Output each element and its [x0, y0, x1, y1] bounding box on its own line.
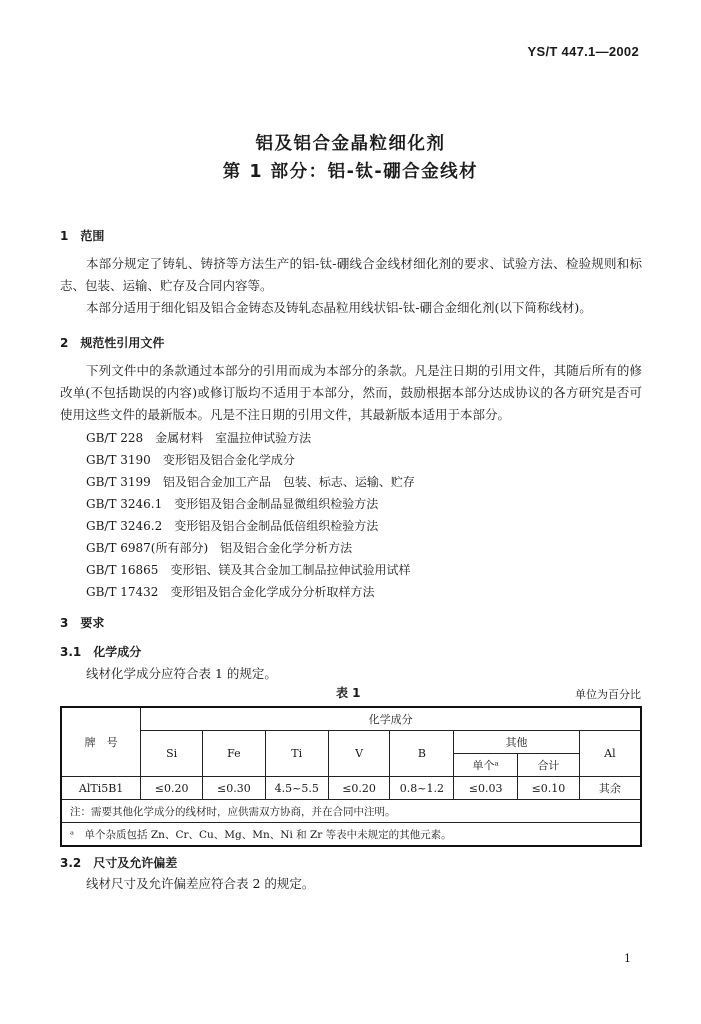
reference-title: 变形铝及铝合金制品显微组织检验方法	[174, 497, 379, 511]
section-2-paragraph: 下列文件中的条款通过本部分的引用而成为本部分的条款。凡是注日期的引用文件，其随后所有的修改单(不包括勘误的内容)或修订版均不适用于本部分，然而，鼓励根据本部分达成协议的各方研究是否可使用这些文件的最新版本。凡是不注日期的引用文件，其最新版本适用于本部分。	[60, 363, 642, 422]
reference-code: GB/T 228	[86, 431, 144, 445]
table-row	[61, 777, 641, 800]
reference-title: 变形铝及铝合金化学成分分析取样方法	[170, 585, 375, 599]
table-1-unit: 单位为百分比	[575, 688, 641, 701]
section-3-1-text: 线材化学成分应符合表 1 的规定。	[86, 666, 277, 681]
reference-item	[86, 583, 374, 600]
reference-title: 金属材料 室温拉伸试验方法	[155, 431, 312, 445]
grade-header: 牌 号	[61, 707, 141, 777]
section-1-paragraph-2: 本部分适用于细化铝及铝合金铸态及铸轧态晶粒用线状铝-钛-硼合金细化剂(以下简称线材)。	[86, 300, 592, 315]
reference-item	[86, 539, 352, 556]
section-2-heading: 2 规范性引用文件	[60, 336, 165, 350]
reference-title: 铝及铝合金加工产品 包装、标志、运输、贮存	[162, 475, 415, 489]
cell-v: ≤0.20	[328, 777, 390, 800]
cell-grade: AlTi5B1	[61, 777, 141, 800]
reference-title: 变形铝及铝合金化学成分	[162, 453, 295, 467]
table-footnote: ᵃ 单个杂质包括 Zn、Cr、Cu、Mg、Mn、Ni 和 Zr 等表中未规定的其他元素。	[61, 823, 641, 847]
reference-item	[86, 429, 311, 446]
reference-item	[86, 495, 378, 512]
others-single-header: 单个ᵃ	[454, 754, 518, 777]
table-1-caption: 表 1	[336, 686, 361, 700]
reference-code: GB/T 3190	[86, 453, 151, 467]
reference-code: GB/T 17432	[86, 585, 159, 599]
element-header: Ti	[265, 731, 328, 777]
others-header: 其他	[454, 731, 580, 754]
section-1-paragraph-1: 本部分规定了铸轧、铸挤等方法生产的铝-钛-硼线合金线材细化剂的要求、试验方法、检验规则和标志、包装、运输、贮存及合同内容等。	[60, 256, 642, 293]
section-3-1-heading: 3.1 化学成分	[60, 645, 142, 659]
reference-code: GB/T 6987(所有部分)	[86, 541, 209, 555]
composition-header: 化学成分	[141, 707, 641, 731]
section-3-2-heading: 3.2 尺寸及允许偏差	[60, 856, 178, 870]
cell-single: ≤0.03	[454, 777, 518, 800]
cell-al: 其余	[579, 777, 641, 800]
reference-code: GB/T 3246.2	[86, 519, 163, 533]
table-1	[60, 706, 642, 847]
reference-code: GB/T 16865	[86, 563, 159, 577]
reference-title: 变形铝、镁及其合金加工制品拉伸试验用试样	[170, 563, 411, 577]
reference-code: GB/T 3199	[86, 475, 151, 489]
element-header: V	[328, 731, 390, 777]
reference-title: 变形铝及铝合金制品低倍组织检验方法	[174, 519, 379, 533]
reference-item	[86, 517, 378, 534]
page-number: 1	[624, 952, 631, 965]
element-header: Fe	[203, 731, 266, 777]
element-header: B	[390, 731, 454, 777]
cell-ti: 4.5~5.5	[265, 777, 328, 800]
others-total-header: 合计	[518, 754, 580, 777]
cell-total: ≤0.10	[518, 777, 580, 800]
reference-title: 铝及铝合金化学分析方法	[220, 541, 353, 555]
section-3-2-text: 线材尺寸及允许偏差应符合表 2 的规定。	[86, 876, 315, 891]
reference-item	[86, 451, 295, 468]
reference-item	[86, 473, 415, 490]
al-header: Al	[579, 731, 641, 777]
cell-b: 0.8~1.2	[390, 777, 454, 800]
reference-code: GB/T 3246.1	[86, 497, 163, 511]
element-header: Si	[141, 731, 203, 777]
reference-item	[86, 561, 410, 578]
document-subtitle: 第 1 部分：铝-钛-硼合金线材	[222, 162, 479, 182]
table-note: 注：需要其他化学成分的线材时，应供需双方协商，并在合同中注明。	[61, 800, 641, 823]
section-1-heading: 1 范围	[60, 229, 105, 243]
cell-si: ≤0.20	[141, 777, 203, 800]
standard-number: YS/T 447.1—2002	[527, 44, 639, 59]
cell-fe: ≤0.30	[203, 777, 266, 800]
section-3-heading: 3 要求	[60, 616, 105, 630]
document-title: 铝及铝合金晶粒细化剂	[255, 134, 446, 154]
